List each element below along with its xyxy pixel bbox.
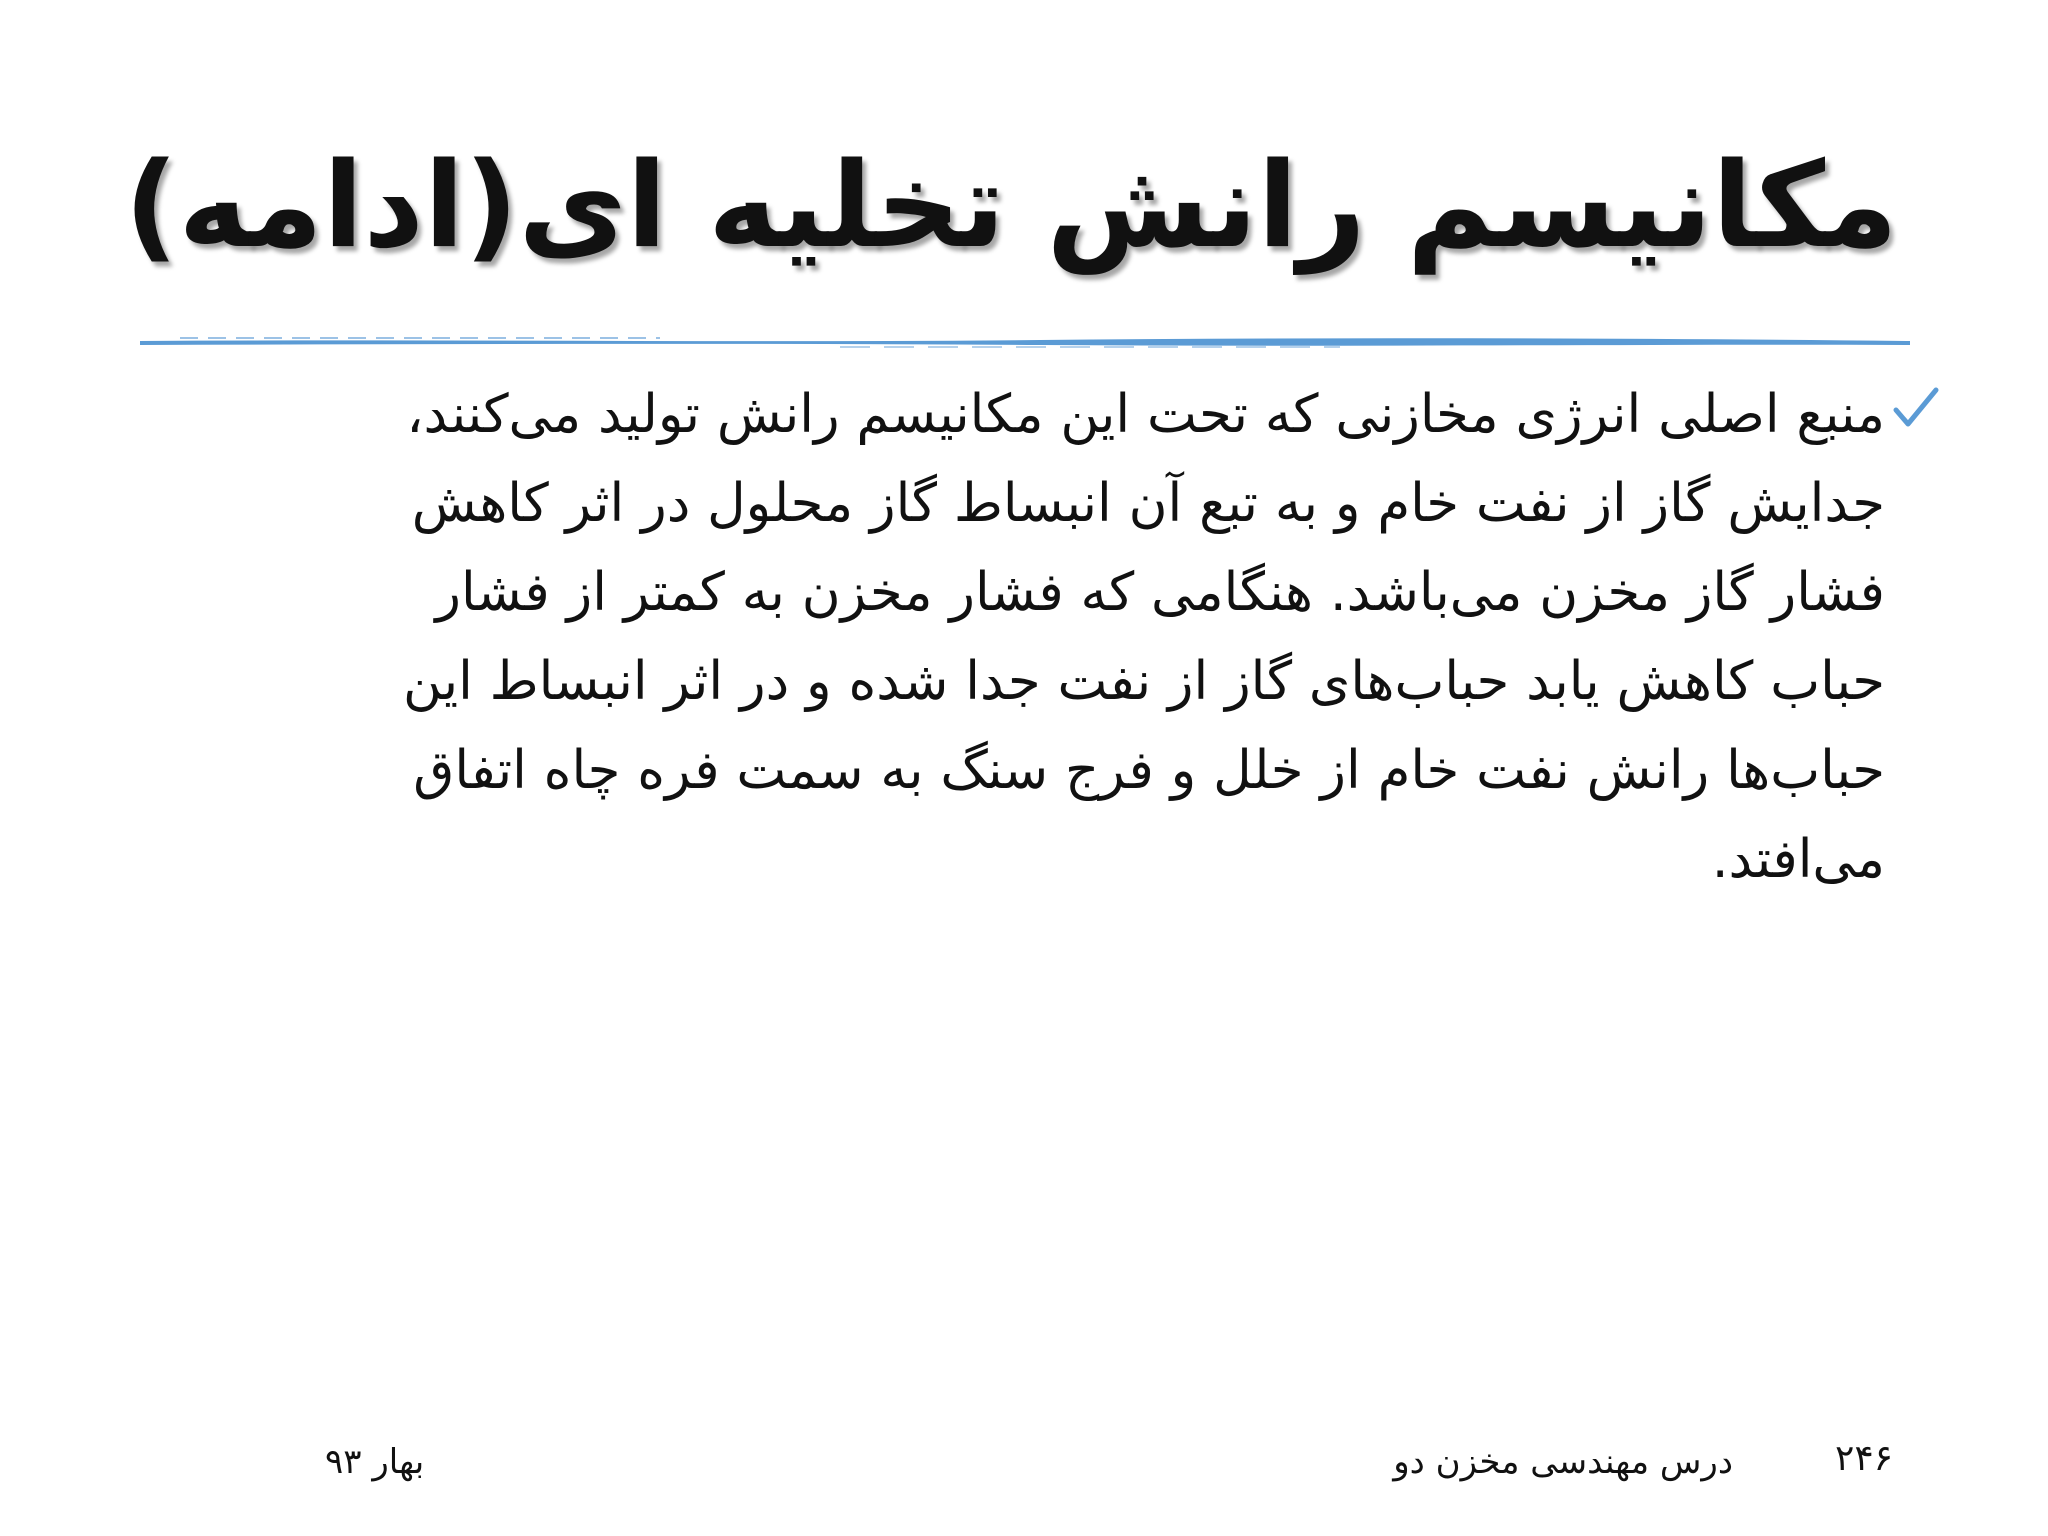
body-line: جدایش گاز از نفت خام و به تبع آن انبساط گاز محلول در اثر کاهش: [411, 473, 1885, 534]
body-line: حباب‌ها رانش نفت خام از خلل و فرج سنگ به سمت فره چاه اتفاق: [413, 740, 1885, 801]
footer-term: بهار ۹۳: [325, 1442, 425, 1482]
bullet-item: [190, 370, 1940, 904]
body-line: می‌افتد.: [1711, 829, 1885, 890]
body-line: منبع اصلی انرژی مخازنی که تحت این مکانیسم رانش تولید می‌کنند،: [406, 384, 1885, 445]
page-number: ۲۴۶: [1834, 1438, 1893, 1479]
slide-title: مکانیسم رانش تخلیه ای(ادامه): [124, 136, 1898, 274]
bullet-text: [190, 370, 1885, 904]
body-line: فشار گاز مخزن می‌باشد. هنگامی که فشار مخزن به کمتر از فشار: [435, 562, 1885, 623]
footer-course-title: درس مهندسی مخزن دو: [1393, 1442, 1733, 1482]
title-underline: [140, 332, 1910, 352]
body-line: حباب کاهش یابد حباب‌های گاز از نفت جدا شده و در اثر انبساط این: [402, 651, 1885, 712]
checkmark-icon: [1892, 384, 1940, 432]
